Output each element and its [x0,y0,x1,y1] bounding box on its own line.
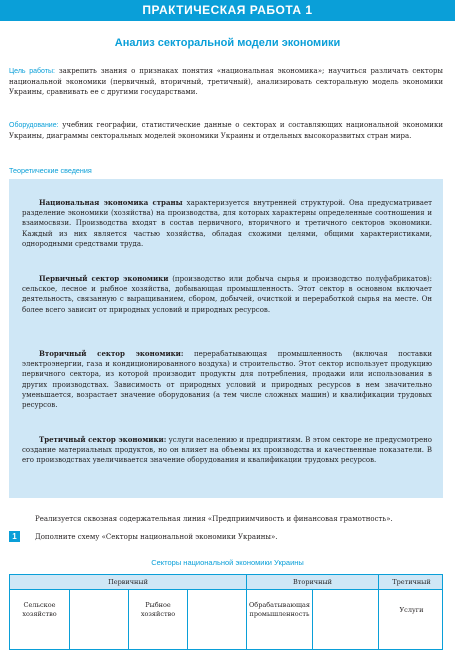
goal-paragraph [9,66,443,98]
table-divider [128,590,129,650]
task-text: Дополните схему «Секторы национальной экономики Украины». [35,533,278,541]
theory-paragraph-primary-sector [22,274,432,315]
goal-label: Цель работы: [9,68,55,75]
cross-cutting-line-note: Реализуется сквозная содержательная линия «Предприимчивость и финансовая грамотность». [35,515,393,523]
theory-text: (производство или добыча сырья и производство полуфабрикатов): сельское, лесное и рыбное хозяйства, добывающая промышленность. Этот сектор в основном включает деятельность, связанную с выращиванием, сбором, добычей, очисткой и переработкой сырья на месте. Он более всего зависит от природных условий и природных ресурсов. [22,275,432,314]
theory-text: услуги населению и предприятиям. В этом секторе не предусмотрено создание материальных продуктов, но он влияет на объемы их производства и качественные показатели. В его производствах увеличивается значение оборудования и квалификации трудовых ресурсов. [22,436,432,465]
theory-panel [9,179,443,498]
theory-paragraph-national-economy [22,198,432,249]
theory-heading: Теоретические сведения [9,166,92,175]
sectors-table [9,574,443,650]
theory-text: характеризуется внутренней структурой. Она предусматривает разделение экономики (хозяйства) на производства, для которых характерны определенные соотношения и взаимосвязи. Производства входят в состав первичного, вторичного и третичного секторов экономики. Каждый из них является частью хозяйства, обладая схожими целями, общими характеристиками, однородными средствами труда. [22,199,432,248]
cell-manufacturing: Обрабатывающая промышленность [248,601,311,618]
table-divider [378,575,379,650]
theory-term: Вторичный сектор экономики: [39,349,184,358]
cell-fishery: Рыбное хозяйство [140,601,176,618]
equipment-label: Оборудование: [9,122,59,129]
table-divider [187,590,188,650]
table-divider [312,590,313,650]
table-divider [246,575,247,650]
theory-paragraph-secondary-sector [22,349,432,410]
header-primary: Первичный [108,578,148,586]
theory-term: Третичный сектор экономики: [39,435,167,444]
theory-text: перерабатывающая промышленность (включая поставки электроэнергии, газа и кондиционированного воздуха) и строительство. Этот сектор использует продукцию первичного сектора, из которой производит продукты для потребления, продажи или использования в других производствах. Зависимость от природных условий и природных ресурсов в нем значительно уменьшается, возрастает значение оборудования (а тем числе сложных машин) и квалификации трудовых ресурсов. [22,350,432,410]
header-secondary: Вторичный [293,578,332,586]
equipment-paragraph [9,120,443,141]
table-divider [69,590,70,650]
practical-work-banner: ПРАКТИЧЕСКАЯ РАБОТА 1 [0,0,455,21]
goal-text: закрепить знания о признаках понятия «национальная экономика»; научиться различать секторы национальной экономики (первичный, вторичный, третичный), анализировать секторальную модель экономики Украины, сравнивать ее с другими государствами. [9,67,443,97]
theory-paragraph-tertiary-sector [22,435,432,466]
theory-term: Первичный сектор экономики [39,274,169,283]
table-title: Секторы национальной экономики Украины [151,558,304,567]
header-tertiary: Третичный [392,578,431,586]
theory-term: Национальная экономика страны [39,198,183,207]
equipment-text: учебник географии, статистические данные о секторах и составляющих национальной экономики Украины, диаграммы секторальных моделей экономики Украины и отдельных высокоразвитых стран мира. [9,121,443,141]
page-title: Анализ секторальной модели экономики [114,37,341,49]
cell-agriculture: Сельское хозяйство [22,601,57,618]
cell-services: Услуги [399,606,424,614]
task-number-badge: 1 [9,531,20,542]
